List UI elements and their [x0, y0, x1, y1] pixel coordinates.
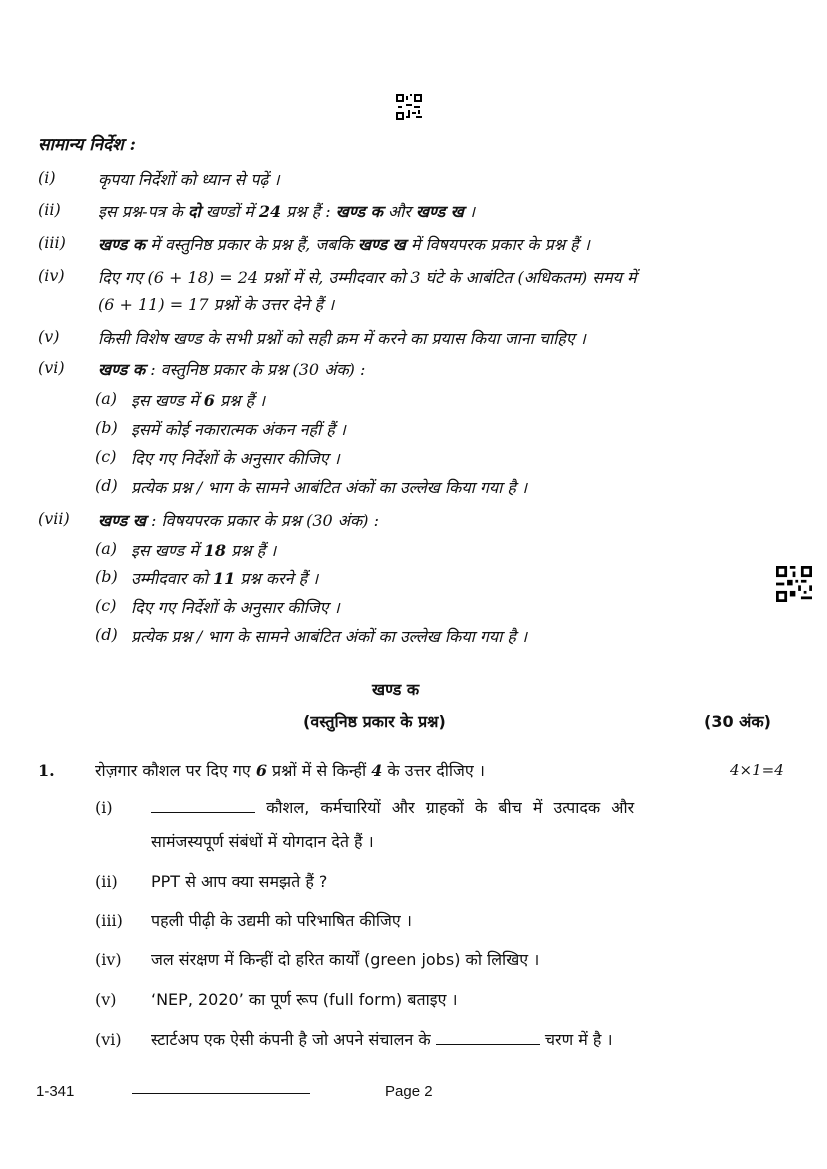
- sub-item-text: इसमें कोई नकारात्मक अंकन नहीं हैं ।: [131, 420, 346, 439]
- section-subtitle: (वस्तुनिष्ठ प्रकार के प्रश्न): [303, 712, 446, 731]
- item-number: (iii): [38, 233, 66, 252]
- part-text: ‘NEP, 2020’ का पूर्ण रूप (full form) बताइए ।: [151, 990, 458, 1009]
- sub-item-number: (d): [95, 476, 118, 495]
- sub-item-number: (b): [95, 418, 118, 437]
- item-number: (vii): [38, 509, 70, 528]
- item-text: कृपया निर्देशों को ध्यान से पढ़ें ।: [98, 170, 280, 189]
- part-text: कौशल, कर्मचारियों और ग्राहकों के बीच में उत्पादक और: [151, 796, 634, 818]
- sub-item-number: (c): [95, 596, 117, 615]
- sub-item-text: दिए गए निर्देशों के अनुसार कीजिए ।: [131, 449, 340, 468]
- qr-code-side: [776, 566, 812, 602]
- item-text: (6 + 11) = 17 प्रश्नों के उत्तर देने हैं ।: [98, 295, 335, 314]
- item-number: (ii): [38, 200, 61, 219]
- footer-rule: [132, 1093, 310, 1094]
- qr-code-top: [396, 94, 422, 120]
- item-text: इस प्रश्न-पत्र के दो खण्डों में 24 प्रश्न हैं : खण्ड क और खण्ड ख ।: [98, 202, 476, 221]
- item-number: (iv): [38, 266, 65, 285]
- item-text: खण्ड क : वस्तुनिष्ठ प्रकार के प्रश्न (30 अंक) :: [98, 360, 366, 379]
- item-text: खण्ड क में वस्तुनिष्ठ प्रकार के प्रश्न हैं, जबकि खण्ड ख में विषयपरक प्रकार के प्रश्न हैं ।: [98, 235, 590, 254]
- question-number: 1.: [38, 761, 55, 780]
- page-number: Page 2: [385, 1083, 433, 1100]
- part-text: PPT से आप क्या समझते हैं ?: [151, 872, 328, 891]
- paper-code: 1-341: [36, 1083, 75, 1100]
- sub-item-number: (b): [95, 567, 118, 586]
- part-number: (v): [95, 990, 117, 1009]
- sub-item-text: इस खण्ड में 6 प्रश्न हैं ।: [131, 391, 266, 410]
- sub-item-number: (a): [95, 389, 118, 408]
- part-number: (iv): [95, 950, 122, 969]
- fill-blank: [436, 1030, 540, 1045]
- item-text: किसी विशेष खण्ड के सभी प्रश्नों को सही क्रम में करने का प्रयास किया जाना चाहिए ।: [98, 329, 586, 348]
- part-text: पहली पीढ़ी के उद्यमी को परिभाषित कीजिए ।: [151, 911, 412, 930]
- part-number: (i): [95, 798, 113, 817]
- item-number: (v): [38, 327, 60, 346]
- part-text-continued: सामंजस्यपूर्ण संबंधों में योगदान देते हैं ।: [151, 832, 374, 851]
- part-text: जल संरक्षण में किन्हीं दो हरित कार्यों (green jobs) को लिखिए ।: [151, 950, 540, 969]
- question-marks: 4×1=4: [730, 761, 784, 779]
- question-text: रोज़गार कौशल पर दिए गए 6 प्रश्नों में से किन्हीं 4 के उत्तर दीजिए ।: [95, 761, 485, 780]
- section-title: खण्ड क: [372, 680, 420, 699]
- sub-item-number: (a): [95, 539, 118, 558]
- sub-item-text: प्रत्येक प्रश्न / भाग के सामने आबंटित अंकों का उल्लेख किया गया है ।: [131, 478, 528, 497]
- instructions-title: सामान्य निर्देश :: [38, 135, 136, 155]
- part-text: स्टार्टअप एक ऐसी कंपनी है जो अपने संचालन के चरण में है ।: [151, 1030, 613, 1049]
- part-number: (iii): [95, 911, 123, 930]
- sub-item-text: इस खण्ड में 18 प्रश्न हैं ।: [131, 541, 277, 560]
- item-number: (i): [38, 168, 56, 187]
- part-number: (vi): [95, 1030, 122, 1049]
- section-marks: (30 अंक): [704, 712, 771, 731]
- item-text: दिए गए (6 + 18) = 24 प्रश्नों में से, उम्मीदवार को 3 घंटे के आबंटित (अधिकतम) समय में: [98, 268, 637, 287]
- item-number: (vi): [38, 358, 65, 377]
- sub-item-number: (d): [95, 625, 118, 644]
- fill-blank: [151, 798, 255, 813]
- part-number: (ii): [95, 872, 118, 891]
- sub-item-text: उम्मीदवार को 11 प्रश्न करने हैं ।: [131, 569, 319, 588]
- sub-item-text: दिए गए निर्देशों के अनुसार कीजिए ।: [131, 598, 340, 617]
- sub-item-text: प्रत्येक प्रश्न / भाग के सामने आबंटित अंकों का उल्लेख किया गया है ।: [131, 627, 528, 646]
- item-text: खण्ड ख : विषयपरक प्रकार के प्रश्न (30 अंक) :: [98, 511, 380, 530]
- sub-item-number: (c): [95, 447, 117, 466]
